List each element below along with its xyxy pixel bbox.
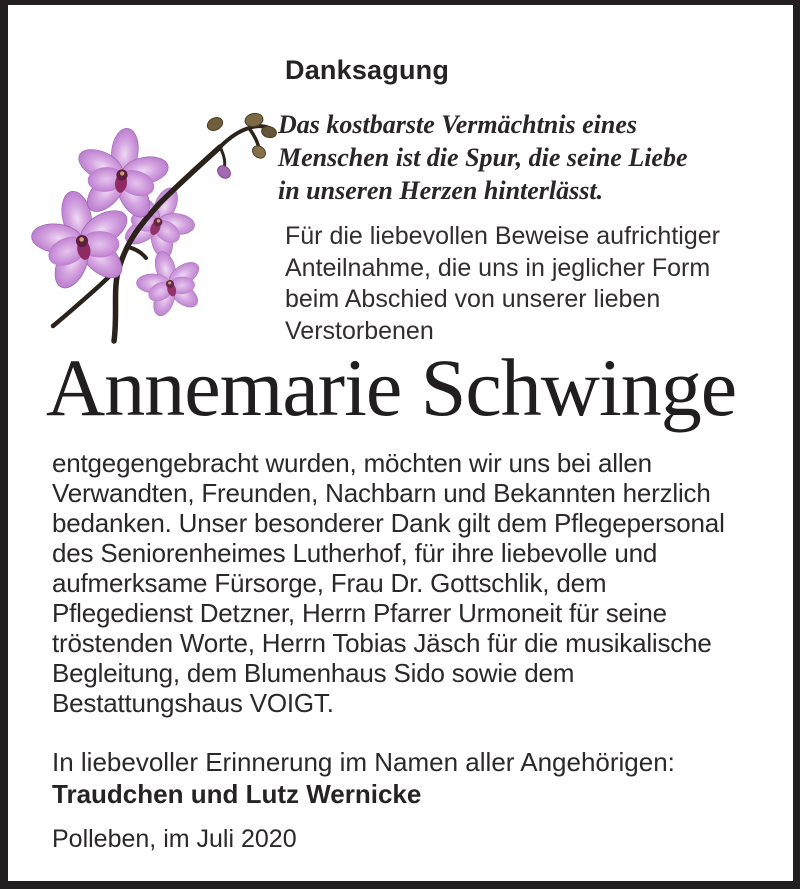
- deceased-name: Annemarie Schwinge: [46, 342, 737, 433]
- closing-line: In liebevoller Erinnerung im Namen aller Angehörigen:: [52, 747, 675, 777]
- intro-line: Für die liebevollen Beweise aufrichtiger: [285, 222, 720, 250]
- body-line: Verwandten, Freunden, Nachbarn und Bekannten herzlich: [52, 478, 711, 508]
- intro-line: beim Abschied von unserer lieben: [285, 285, 661, 313]
- quote-line: Menschen ist die Spur, die seine Liebe: [278, 143, 688, 172]
- body-line: aufmerksame Fürsorge, Frau Dr. Gottschlik, dem: [52, 568, 607, 598]
- memorial-quote: [278, 108, 688, 207]
- body-line: des Seniorenheimes Lutherhof, für ihre liebevolle und: [52, 538, 658, 568]
- intro-line: Verstorbenen: [285, 316, 434, 345]
- body-line: entgegengebracht wurden, möchten wir uns bei allen: [52, 448, 652, 478]
- intro-line: Anteilnahme, die uns in jeglicher Form: [285, 253, 711, 282]
- quote-line: in unseren Herzen hinterlässt.: [278, 176, 604, 205]
- body-line: Pflegedienst Detzner, Herrn Pfarrer Urmoneit für seine: [52, 598, 667, 628]
- quote-line: Das kostbarste Vermächtnis eines: [278, 110, 637, 139]
- orchid-flower-image: [18, 75, 283, 345]
- mourners-names: Traudchen und Lutz Wernicke: [52, 779, 422, 809]
- body-line: Bestattungshaus VOIGT.: [52, 688, 334, 718]
- notice-title: Danksagung: [285, 55, 450, 85]
- body-line: bedanken. Unser besonderer Dank gilt dem Pflegepersonal: [52, 508, 725, 538]
- intro-text: [285, 221, 720, 347]
- orchid-svg: [18, 75, 283, 345]
- body-line: Begleitung, dem Blumenhaus Sido sowie dem: [52, 658, 575, 688]
- body-line: tröstenden Worte, Herrn Tobias Jäsch für die musikalische: [52, 628, 712, 658]
- acknowledgement-text: [52, 448, 725, 718]
- dateline: Polleben, im Juli 2020: [52, 825, 297, 853]
